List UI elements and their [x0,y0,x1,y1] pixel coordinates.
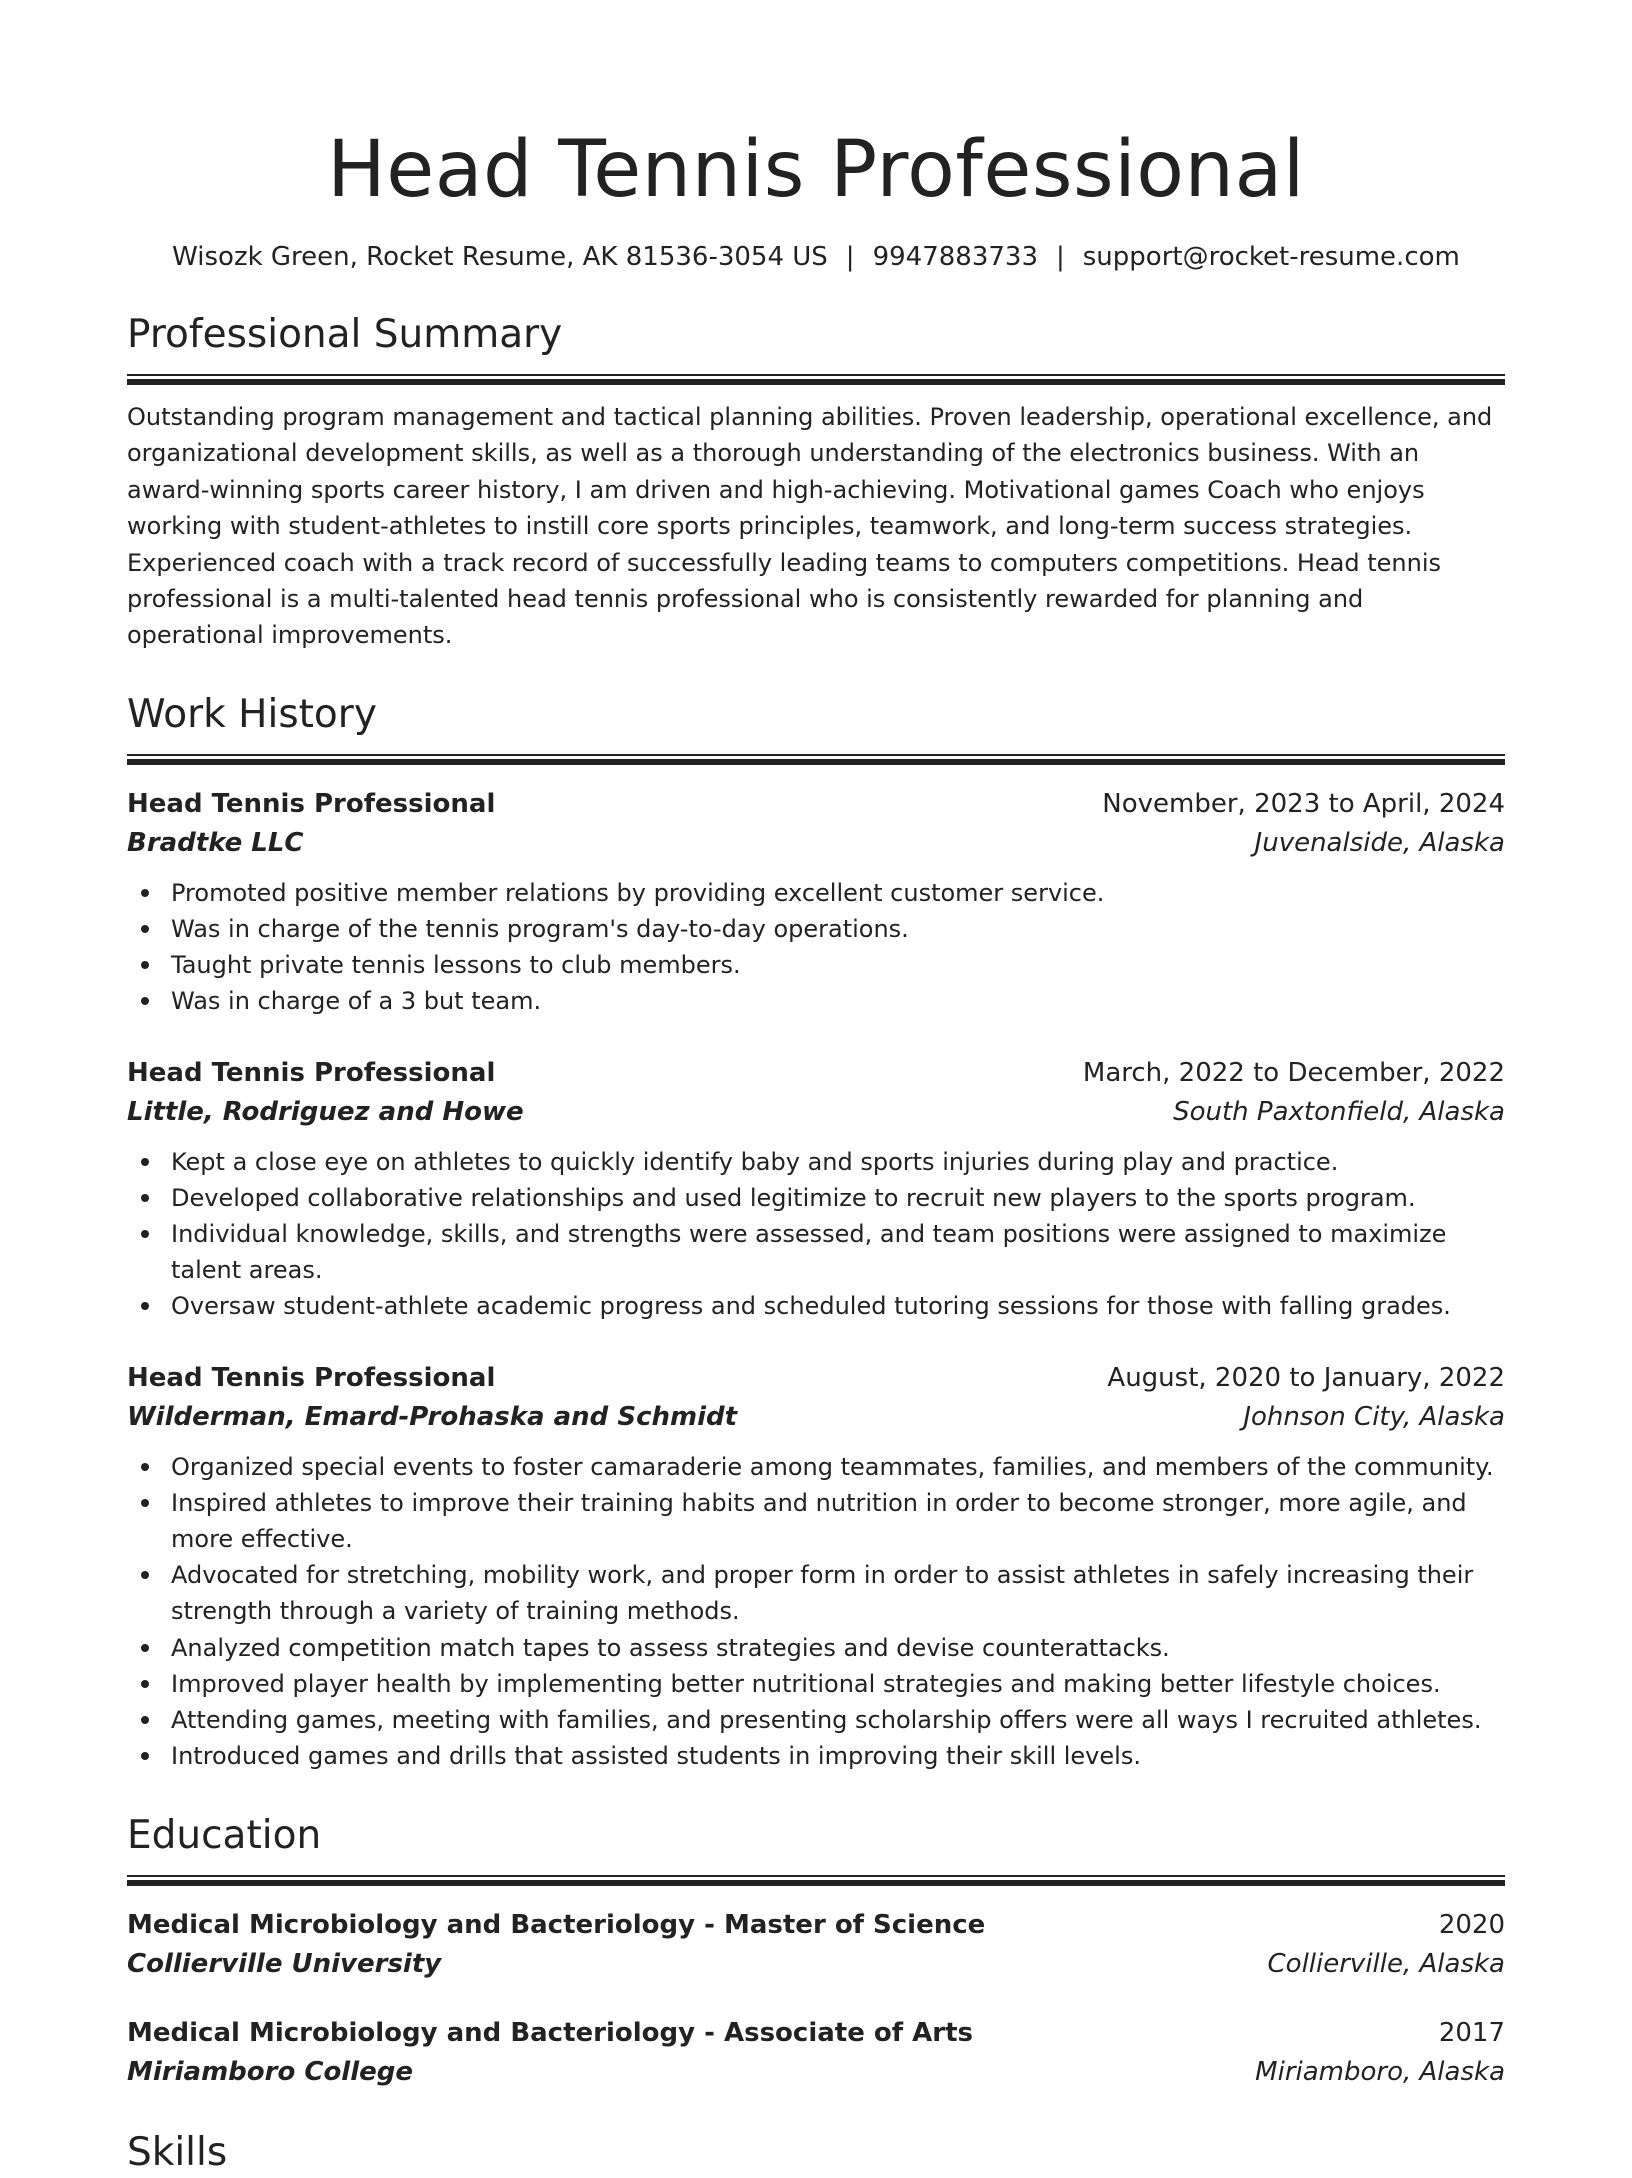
job-company-row [127,823,1505,863]
section-divider [127,1875,1505,1886]
degree-year: 2020 [1438,1909,1505,1940]
job-bullet: Kept a close eye on athletes to quickly identify baby and sports injuries during play and practice. [127,1144,1505,1180]
job-bullets [127,1144,1505,1325]
job-bullet: Improved player health by implementing better nutritional strategies and making better lifestyle choices. [127,1666,1505,1702]
job-location: Johnson City, Alaska [1243,1401,1505,1432]
degree-year: 2017 [1438,2017,1505,2048]
school-row [127,1944,1505,1984]
job-title: Head Tennis Professional [127,1057,496,1088]
degree-row [127,2014,1505,2052]
skills-section [127,2128,1505,2178]
work-entry [127,785,1505,1020]
job-bullet: Was in charge of a 3 but team. [127,983,1505,1019]
job-bullet: Advocated for stretching, mobility work, and proper form in order to assist athletes in safely increasing their strength through a variety of training methods. [127,1557,1505,1629]
job-company: Little, Rodriguez and Howe [127,1096,524,1127]
school-name: Collierville University [127,1948,442,1979]
job-header-row [127,1359,1505,1397]
job-bullet: Was in charge of the tennis program's day-to-day operations. [127,911,1505,947]
section-divider [127,754,1505,765]
job-company-row [127,1092,1505,1132]
job-title: Head Tennis Professional [127,788,496,819]
school-location: Miriamboro, Alaska [1255,2056,1505,2087]
job-header-row [127,1054,1505,1092]
job-dates: November, 2023 to April, 2024 [1102,788,1505,819]
school-row [127,2052,1505,2092]
education-entry [127,2014,1505,2092]
job-bullet: Developed collaborative relationships and used legitimize to recruit new players to the sports program. [127,1180,1505,1216]
work-history-section [127,690,1505,1775]
job-bullet: Oversaw student-athlete academic progress and scheduled tutoring sessions for those with falling grades. [127,1288,1505,1324]
job-bullet: Promoted positive member relations by providing excellent customer service. [127,875,1505,911]
job-dates: August, 2020 to January, 2022 [1107,1362,1505,1393]
job-bullet: Attending games, meeting with families, and presenting scholarship offers were all ways I recruited athletes. [127,1702,1505,1738]
contact-phone: 9947883733 [872,242,1038,272]
section-title-summary: Professional Summary [127,312,563,357]
job-bullet: Organized special events to foster camaraderie among teammates, families, and members of the community. [127,1449,1505,1485]
contact-address: Wisozk Green, Rocket Resume, AK 81536-3054 US [172,242,828,272]
degree-title: Medical Microbiology and Bacteriology - Associate of Arts [127,2017,973,2048]
summary-text: Outstanding program management and tactical planning abilities. Proven leadership, operational excellence, and organizational development skills, as well as a thorough understanding of the electronics business. With an award-winning sports career history, I am driven and high-achieving. Motivational games Coach who enjoys working with student-athletes to instill core sports principles, teamwork, and long-term success strategies. Experienced coach with a track record of successfully leading teams to computers competitions. Head tennis professional is a multi-talented head tennis professional who is consistently rewarded for planning and operational improvements. [127,403,1493,650]
job-company: Bradtke LLC [127,827,304,858]
job-header-row [127,785,1505,823]
contact-separator: | [1055,242,1065,272]
job-location: Juvenalside, Alaska [1254,827,1505,858]
contact-line [127,240,1505,274]
section-title-work: Work History [127,691,377,737]
contact-email[interactable]: support@rocket-resume.com [1082,242,1460,272]
job-bullets [127,875,1505,1020]
job-bullet: Inspired athletes to improve their training habits and nutrition in order to become stronger, more agile, and more effective. [127,1485,1505,1557]
job-title: Head Tennis Professional [127,1362,496,1393]
job-bullet: Introduced games and drills that assisted students in improving their skill levels. [127,1738,1505,1774]
job-company: Wilderman, Emard-Prohaska and Schmidt [127,1401,738,1432]
resume-name: Head Tennis Professional [327,125,1305,215]
education-entry [127,1906,1505,1984]
contact-separator: | [845,242,855,272]
school-name: Miriamboro College [127,2056,414,2087]
section-title-skills: Skills [127,2129,228,2175]
section-divider [127,374,1505,385]
degree-row [127,1906,1505,1944]
summary-section [127,310,1505,654]
job-bullet: Analyzed competition match tapes to assess strategies and devise counterattacks. [127,1630,1505,1666]
degree-title: Medical Microbiology and Bacteriology - Master of Science [127,1909,986,1940]
education-section [127,1811,1505,2092]
job-bullet: Individual knowledge, skills, and strengths were assessed, and team positions were assigned to maximize talent areas. [127,1216,1505,1288]
section-title-education: Education [127,1812,322,1858]
job-company-row [127,1397,1505,1437]
job-bullet: Taught private tennis lessons to club members. [127,947,1505,983]
work-entry [127,1359,1505,1775]
job-location: South Paxtonfield, Alaska [1173,1096,1505,1127]
school-location: Collierville, Alaska [1267,1948,1505,1979]
work-entry [127,1054,1505,1325]
job-dates: March, 2022 to December, 2022 [1082,1057,1505,1088]
job-bullets [127,1449,1505,1775]
